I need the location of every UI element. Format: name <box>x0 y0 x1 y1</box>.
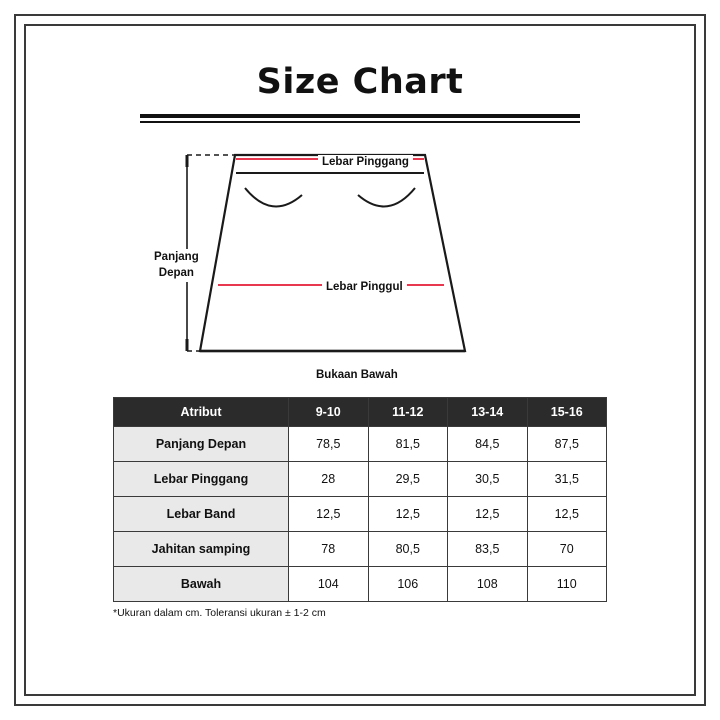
label-panjang-depan <box>150 249 203 282</box>
label-lebar-pinggul: Lebar Pinggul <box>322 280 407 294</box>
cell-value: 81,5 <box>368 427 448 462</box>
cell-value: 83,5 <box>448 532 528 567</box>
cell-value: 80,5 <box>368 532 448 567</box>
label-panjang-depan-line1: Panjang <box>154 251 199 263</box>
cell-value: 29,5 <box>368 462 448 497</box>
skirt-diagram-svg <box>40 133 680 391</box>
size-table-body <box>114 427 607 602</box>
skirt-diagram <box>40 133 680 391</box>
table-row <box>114 532 607 567</box>
header-attribute: Atribut <box>114 398 289 427</box>
cell-value: 12,5 <box>289 497 369 532</box>
table-row <box>114 427 607 462</box>
skirt-outline <box>200 155 465 351</box>
cell-value: 78 <box>289 532 369 567</box>
cell-value: 12,5 <box>448 497 528 532</box>
row-attribute: Panjang Depan <box>114 427 289 462</box>
size-table <box>113 397 607 602</box>
cell-value: 12,5 <box>527 497 607 532</box>
cell-value: 84,5 <box>448 427 528 462</box>
cell-value: 30,5 <box>448 462 528 497</box>
table-row <box>114 567 607 602</box>
cell-value: 28 <box>289 462 369 497</box>
table-row <box>114 462 607 497</box>
header-size-9-10: 9-10 <box>289 398 369 427</box>
row-attribute: Lebar Pinggang <box>114 462 289 497</box>
cell-value: 87,5 <box>527 427 607 462</box>
title-underline <box>140 114 580 123</box>
table-row <box>114 497 607 532</box>
header-size-15-16: 15-16 <box>527 398 607 427</box>
header-size-13-14: 13-14 <box>448 398 528 427</box>
label-bukaan-bawah: Bukaan Bawah <box>312 368 402 382</box>
title-rule-thick <box>140 114 580 118</box>
row-attribute: Lebar Band <box>114 497 289 532</box>
page-content <box>40 40 680 680</box>
cell-value: 70 <box>527 532 607 567</box>
cell-value: 108 <box>448 567 528 602</box>
cell-value: 104 <box>289 567 369 602</box>
cell-value: 78,5 <box>289 427 369 462</box>
size-table-head <box>114 398 607 427</box>
label-lebar-pinggang: Lebar Pinggang <box>318 155 413 169</box>
row-attribute: Jahitan samping <box>114 532 289 567</box>
label-panjang-depan-line2: Depan <box>158 266 194 279</box>
title-rule-thin <box>140 121 580 123</box>
cell-value: 110 <box>527 567 607 602</box>
header-size-11-12: 11-12 <box>368 398 448 427</box>
measurement-footnote: *Ukuran dalam cm. Toleransi ukuran ± 1-2 cm <box>113 607 326 619</box>
cell-value: 12,5 <box>368 497 448 532</box>
row-attribute: Bawah <box>114 567 289 602</box>
cell-value: 31,5 <box>527 462 607 497</box>
cell-value: 106 <box>368 567 448 602</box>
page-title: Size Chart <box>256 62 464 102</box>
table-header-row <box>114 398 607 427</box>
